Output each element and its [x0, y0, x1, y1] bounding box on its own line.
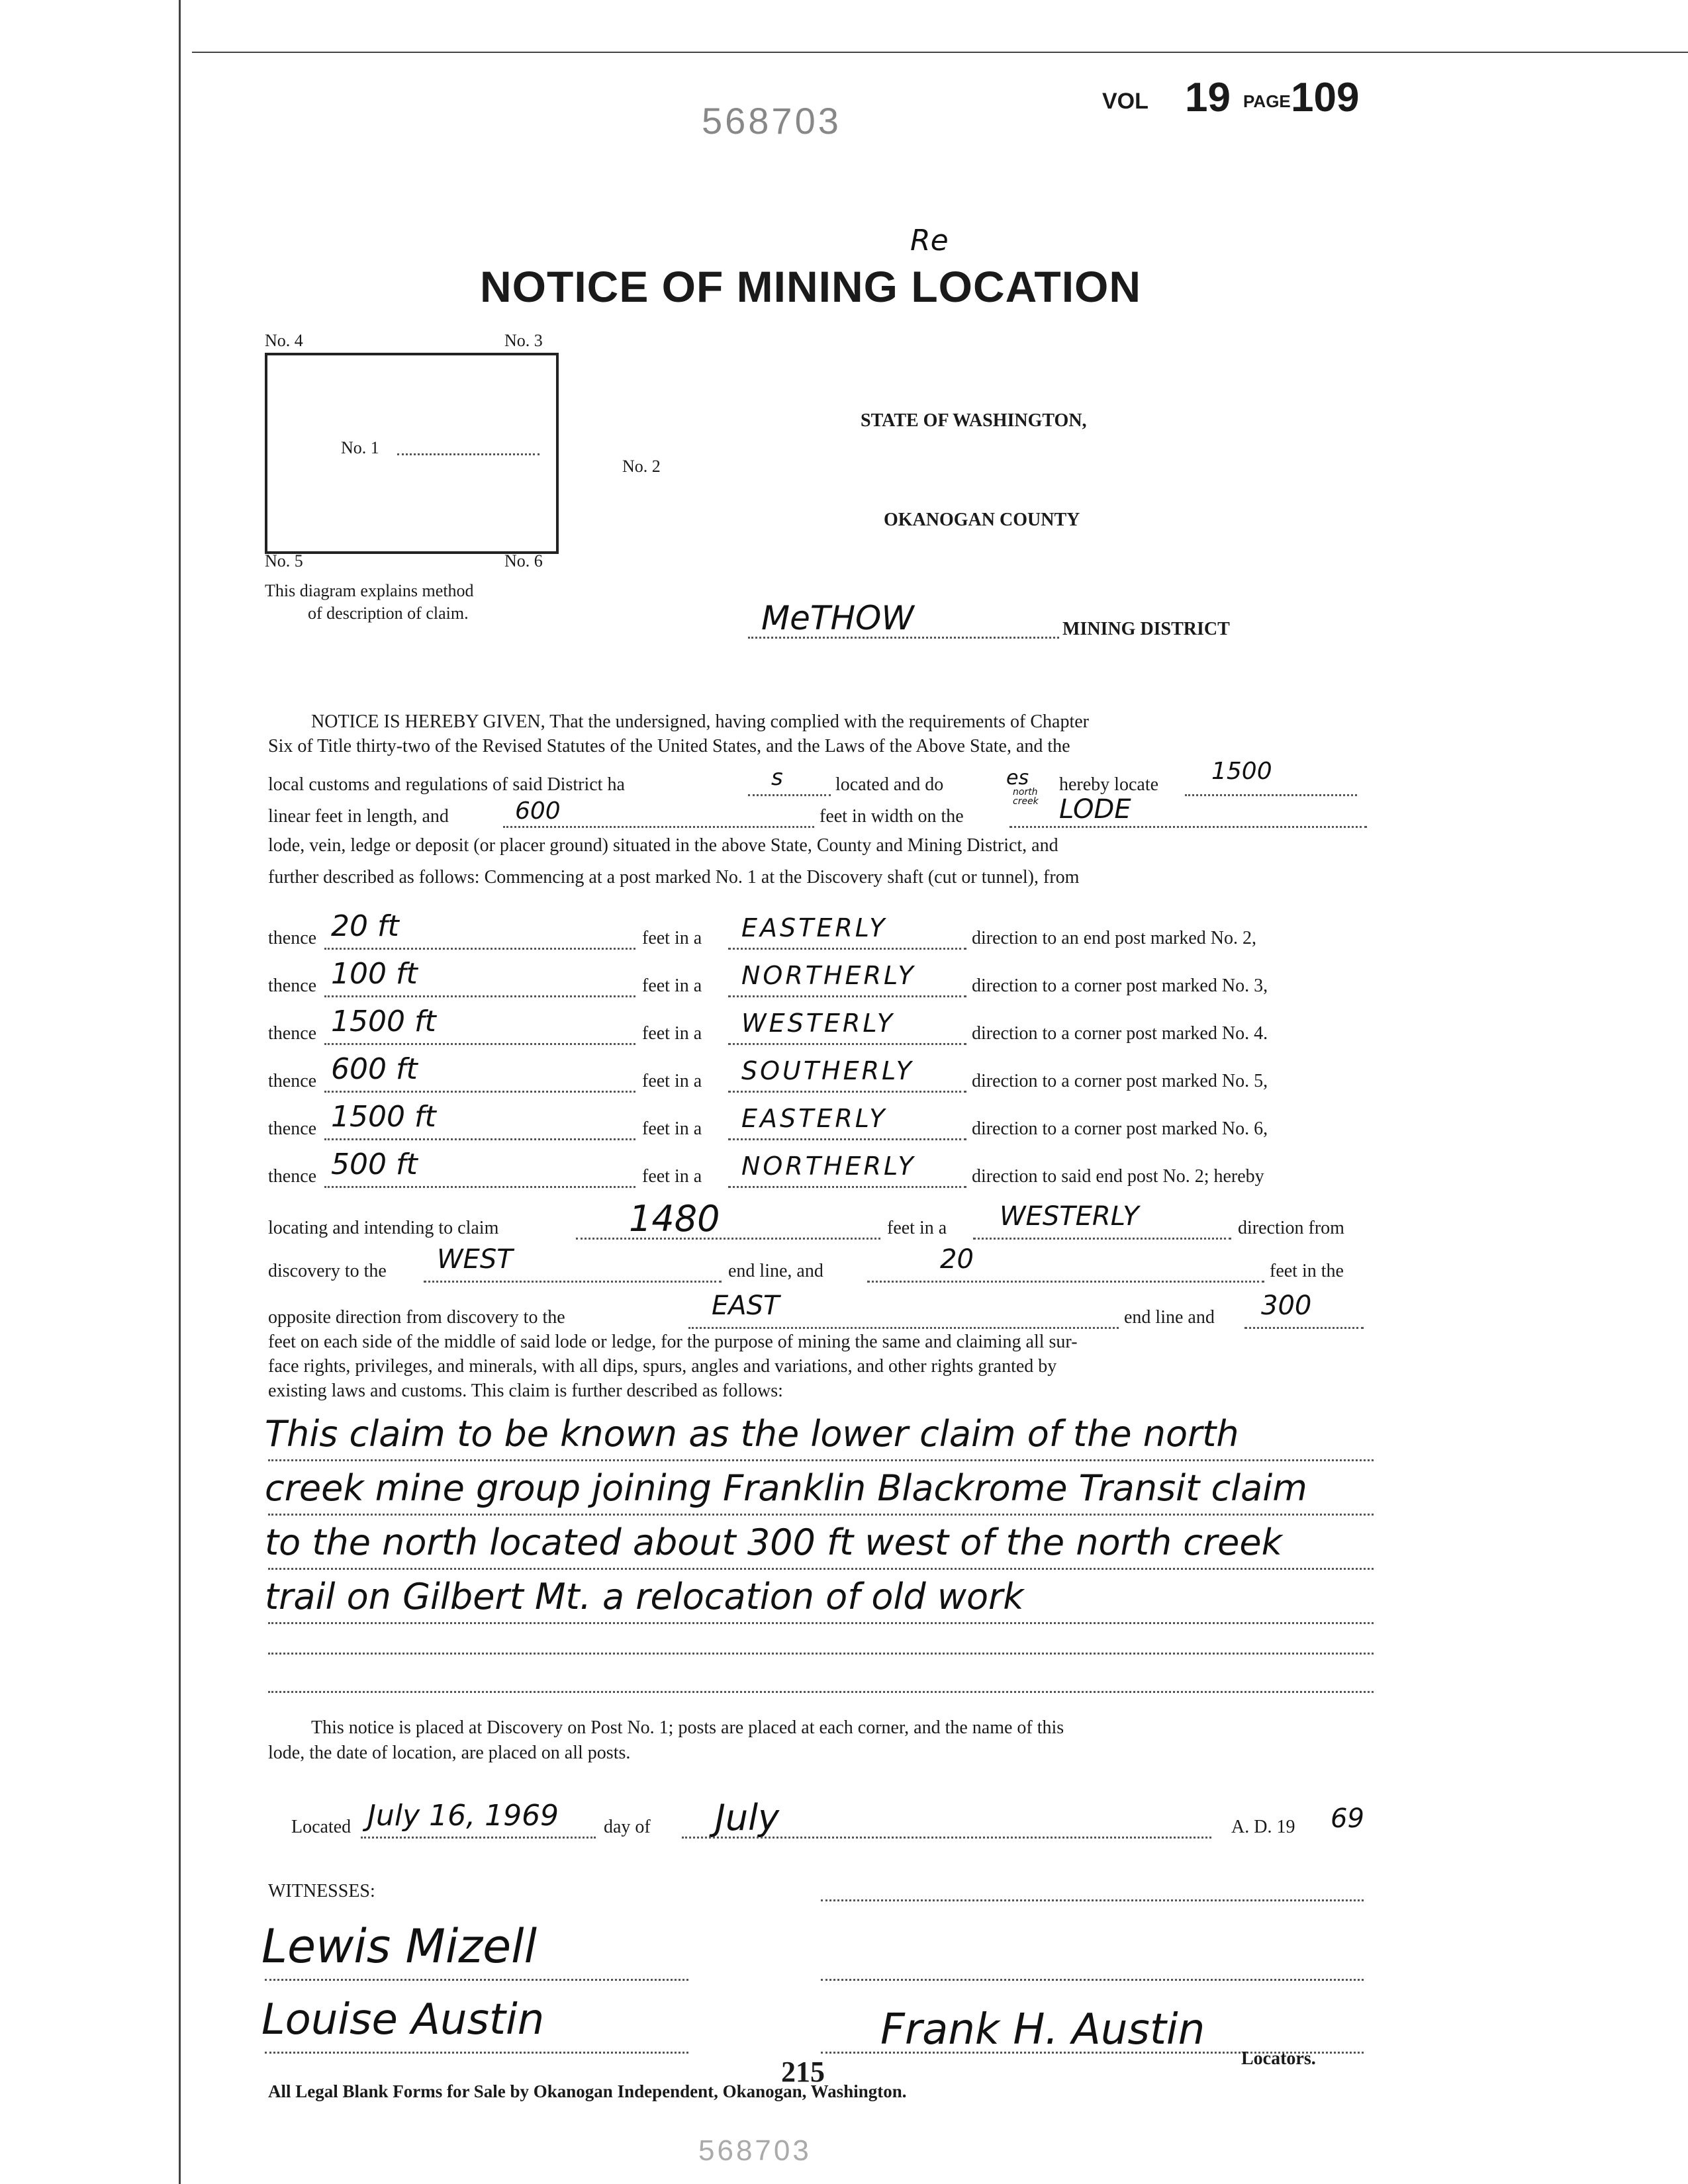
located-year: 69 — [1331, 1803, 1364, 1834]
diagram-caption-2: of description of claim. — [308, 604, 469, 623]
course-distance-line — [324, 1186, 635, 1188]
course-distance: 600 ft — [331, 1052, 418, 1086]
footer-doc-number: 568703 — [698, 2134, 812, 2167]
claim-end-east: EAST — [712, 1291, 780, 1321]
claim-feet-east: 20 — [940, 1244, 974, 1275]
course-direction-line — [728, 1138, 966, 1140]
district-line — [748, 637, 1059, 639]
diagram-no4: No. 4 — [265, 331, 303, 350]
course-suffix: direction to said end post No. 2; hereby — [972, 1166, 1264, 1187]
located-date-line — [361, 1837, 596, 1839]
page-value: 109 — [1291, 75, 1360, 120]
claim-line-5: face rights, privileges, and minerals, with all dips, spurs, angles and variations, and other rights granted by — [268, 1356, 1057, 1377]
posting-line-1: This notice is placed at Discovery on Post No. 1; posts are placed at each corner, and the name of this — [311, 1717, 1064, 1738]
course-distance-line — [324, 1043, 635, 1045]
witness-line-2 — [265, 2052, 688, 2054]
claim-20-line — [867, 1281, 1264, 1283]
top-border-line — [192, 52, 1688, 53]
description-rule — [268, 1622, 1374, 1624]
course-distance-line — [324, 1091, 635, 1093]
claim-line-2a: discovery to the — [268, 1261, 387, 1281]
description-line: to the north located about 300 ft west of the north creek — [265, 1522, 1282, 1563]
course-direction-line — [728, 1186, 966, 1188]
district-label: MINING DISTRICT — [1062, 619, 1230, 639]
course-direction-line — [728, 1091, 966, 1093]
claim-line-2b: end line, and — [728, 1261, 823, 1281]
claim-line-1b: feet in a — [887, 1218, 947, 1238]
page-label: PAGE — [1243, 91, 1291, 111]
diagram-no6: No. 6 — [504, 551, 543, 570]
description-rule — [268, 1514, 1374, 1516]
claim-west-line — [424, 1281, 722, 1283]
description-line: This claim to be known as the lower claim of the north — [265, 1413, 1239, 1455]
witness-line-1 — [265, 1979, 688, 1981]
district-value: MeTHOW — [761, 599, 914, 637]
notice-line-3b: located and do — [835, 774, 944, 795]
witness-signature-1: Lewis Mizell — [261, 1919, 538, 1974]
description-line: trail on Gilbert Mt. a relocation of old work — [265, 1576, 1024, 1617]
course-direction-line — [728, 995, 966, 997]
claim-feet-line — [576, 1238, 880, 1240]
witnesses-label: WITNESSES: — [268, 1881, 375, 1901]
width-line — [503, 826, 814, 828]
notice-line-3c: hereby locate — [1059, 774, 1159, 795]
has-line — [748, 794, 831, 796]
course-mid: feet in a — [642, 1166, 702, 1187]
county-label: OKANOGAN COUNTY — [884, 510, 1080, 530]
course-direction: NORTHERLY — [741, 961, 916, 990]
diagram-no3: No. 3 — [504, 331, 543, 350]
course-mid: feet in a — [642, 1071, 702, 1091]
course-direction: EASTERLY — [741, 913, 888, 942]
notice-line-6: further described as follows: Commencing at a post marked No. 1 at the Discovery shaft (cut or tunnel), from — [268, 867, 1080, 887]
claim-line-4: feet on each side of the middle of said lode or ledge, for the purpose of mining the same and claiming all sur- — [268, 1332, 1078, 1352]
notice-line-3a: local customs and regulations of said District ha — [268, 774, 625, 795]
course-suffix: direction to a corner post marked No. 6, — [972, 1118, 1268, 1139]
locator-signature: Frank H. Austin — [880, 2005, 1205, 2054]
claim-line-3b: end line and — [1124, 1307, 1215, 1328]
notice-line-5: lode, vein, ledge or deposit (or placer ground) situated in the above State, County and Mining District, and — [268, 835, 1058, 856]
length-line — [1185, 794, 1357, 796]
course-direction-line — [728, 1043, 966, 1045]
claim-feet: 1480 — [629, 1198, 720, 1240]
claim-dir-line — [973, 1238, 1231, 1240]
course-direction: EASTERLY — [741, 1104, 888, 1133]
course-direction: SOUTHERLY — [741, 1056, 914, 1085]
course-prefix: thence — [268, 1166, 317, 1187]
notice-line-4b: feet in width on the — [820, 806, 964, 827]
left-margin-line — [179, 0, 181, 2184]
page-title: NOTICE OF MINING LOCATION — [480, 262, 1142, 311]
vol-value: 19 — [1185, 75, 1231, 120]
course-mid: feet in a — [642, 928, 702, 948]
diagram-no5: No. 5 — [265, 551, 303, 570]
claim-line-2c: feet in the — [1270, 1261, 1344, 1281]
notice-line-4a: linear feet in length, and — [268, 806, 449, 827]
state-label: STATE OF WASHINGTON, — [861, 410, 1087, 431]
description-rule — [268, 1459, 1374, 1461]
course-direction-line — [728, 948, 966, 950]
notice-does: es — [1006, 766, 1029, 790]
course-distance-line — [324, 948, 635, 950]
claim-direction: WESTERLY — [1000, 1201, 1139, 1232]
witness-signature-2: Louise Austin — [261, 1995, 545, 2044]
day-of-label: day of — [604, 1817, 651, 1837]
course-direction: NORTHERLY — [741, 1152, 916, 1181]
course-mid: feet in a — [642, 976, 702, 996]
diagram-caption-1: This diagram explains method — [265, 581, 474, 600]
course-distance: 1500 ft — [331, 1100, 436, 1134]
claim-line-6: existing laws and customs. This claim is further described as follows: — [268, 1381, 783, 1401]
course-prefix: thence — [268, 976, 317, 996]
locator-line-1 — [821, 1979, 1364, 1981]
title-insert: Re — [910, 224, 949, 257]
posting-line-2: lode, the date of location, are placed on all posts. — [268, 1743, 631, 1763]
claim-side-width: 300 — [1261, 1291, 1312, 1321]
course-prefix: thence — [268, 1071, 317, 1091]
course-suffix: direction to a corner post marked No. 4. — [972, 1023, 1268, 1044]
vol-label: VOL — [1102, 89, 1149, 114]
course-distance: 100 ft — [331, 957, 418, 991]
ad-label: A. D. 19 — [1231, 1817, 1295, 1837]
course-distance: 1500 ft — [331, 1005, 436, 1038]
notice-width: 600 — [515, 797, 561, 825]
located-month-line — [682, 1837, 1211, 1839]
notice-length: 1500 — [1211, 758, 1272, 785]
notice-lode: LODE — [1059, 794, 1131, 825]
notice-lode-note: north creek — [1013, 787, 1039, 807]
claim-line-3a: opposite direction from discovery to the — [268, 1307, 565, 1328]
diagram-no1: No. 1 — [341, 438, 379, 457]
diagram-no1-line — [397, 453, 539, 455]
course-prefix: thence — [268, 1023, 317, 1044]
course-distance-line — [324, 995, 635, 997]
page-number: 215 — [781, 2056, 825, 2088]
course-distance: 20 ft — [331, 909, 399, 943]
course-suffix: direction to a corner post marked No. 3, — [972, 976, 1268, 996]
footer-text: All Legal Blank Forms for Sale by Okanogan Independent, Okanogan, Washington. — [268, 2081, 907, 2101]
claim-line-1c: direction from — [1238, 1218, 1344, 1238]
lode-line — [1009, 826, 1367, 828]
course-prefix: thence — [268, 1118, 317, 1139]
located-label: Located — [291, 1817, 352, 1837]
notice-line-2: Six of Title thirty-two of the Revised Statutes of the United States, and the Laws of the Above State, and the — [268, 736, 1070, 756]
notice-has: s — [771, 764, 783, 791]
description-line: creek mine group joining Franklin Blackrome Transit claim — [265, 1467, 1307, 1509]
desc-line-6 — [268, 1691, 1374, 1693]
locators-label: Locators. — [1241, 2048, 1316, 2069]
notice-line-1: NOTICE IS HEREBY GIVEN, That the undersigned, having complied with the requirements of Chapter — [311, 711, 1089, 732]
description-rule — [268, 1568, 1374, 1570]
witness-top-line — [821, 1899, 1364, 1901]
claim-east-line — [688, 1327, 1119, 1329]
course-distance: 500 ft — [331, 1148, 418, 1181]
claim-side-line — [1244, 1327, 1364, 1329]
claim-line-1a: locating and intending to claim — [268, 1218, 499, 1238]
doc-number-stamp: 568703 — [702, 100, 841, 142]
diagram-no2: No. 2 — [622, 457, 661, 476]
course-direction: WESTERLY — [741, 1009, 896, 1038]
course-distance-line — [324, 1138, 635, 1140]
course-prefix: thence — [268, 928, 317, 948]
course-suffix: direction to an end post marked No. 2, — [972, 928, 1257, 948]
located-month: July — [715, 1797, 780, 1839]
claim-end-west: WEST — [437, 1244, 513, 1275]
course-suffix: direction to a corner post marked No. 5, — [972, 1071, 1268, 1091]
located-date: July 16, 1969 — [367, 1799, 559, 1833]
desc-line-5 — [268, 1653, 1374, 1655]
course-mid: feet in a — [642, 1118, 702, 1139]
course-mid: feet in a — [642, 1023, 702, 1044]
